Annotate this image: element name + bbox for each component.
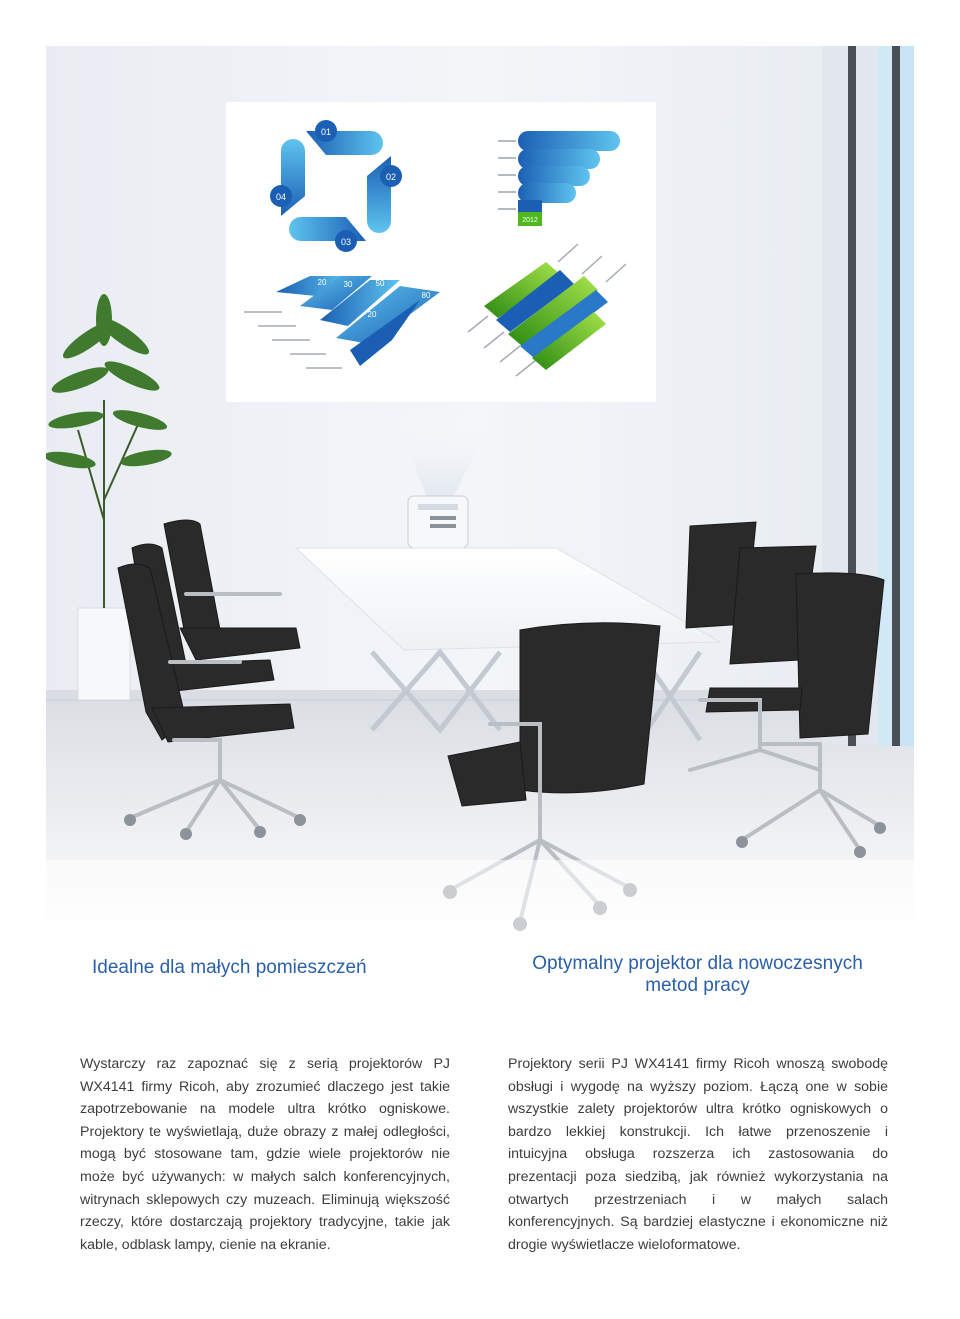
pinwheel-label-1: 01 — [320, 127, 332, 137]
conference-room-photo — [46, 46, 914, 946]
steps-label-5: 20 — [367, 310, 377, 319]
steps-label-3: 50 — [375, 279, 385, 288]
steps-label-4: 80 — [421, 291, 431, 300]
steps-label-2: 30 — [343, 280, 353, 289]
right-column-heading: Optymalny projektor dla nowoczesnych metod pracy — [532, 953, 863, 996]
pinwheel-label-4: 04 — [275, 192, 287, 202]
pinwheel-label-3: 03 — [340, 237, 352, 247]
pinwheel-label-2: 02 — [385, 172, 397, 182]
bars-year-label: 2012 — [522, 217, 538, 224]
right-column-body: Projektory serii PJ WX4141 firmy Ricoh wnoszą swobodę obsługi i wygodę na wyższy poziom. Łączą one w sobie wszystkie zalety projektorów ultra krótko ogniskowych o bardzo lekkiej konstrukcji. Ich łatwe przenoszenie i intuicyjna obsługa rozszerza ich zastosowania do prezentacji poza siedzibą, jak również wykorzystania na otwartych przestrzeniach i w małych salach konferencyjnych. Są bardziej elastyczne i ekonomiczne niż drogie wyświetlacze wieloformatowe. — [508, 1056, 888, 1253]
steps-label-1: 20 — [317, 278, 327, 287]
left-column-body: Wystarczy raz zapoznać się z serią projektorów PJ WX4141 firmy Ricoh, aby zrozumieć dlaczego jest takie zapotrzebowanie na modele ultra krótko ogniskowe. Projektory te wyświetlają, duże obrazy z małej odległości, mogą być stosowane tam, gdzie wiele projektorów nie może być używanych: w małych salch konferencyjnych, witrynach sklepowych czy muzeach. Eliminują większość rzeczy, które dostarczają projektory tradycyjne, takie jak kable, odblask lampy, cienie na ekranie. — [80, 1056, 450, 1253]
left-column-heading: Idealne dla małych pomieszczeń — [92, 957, 367, 978]
